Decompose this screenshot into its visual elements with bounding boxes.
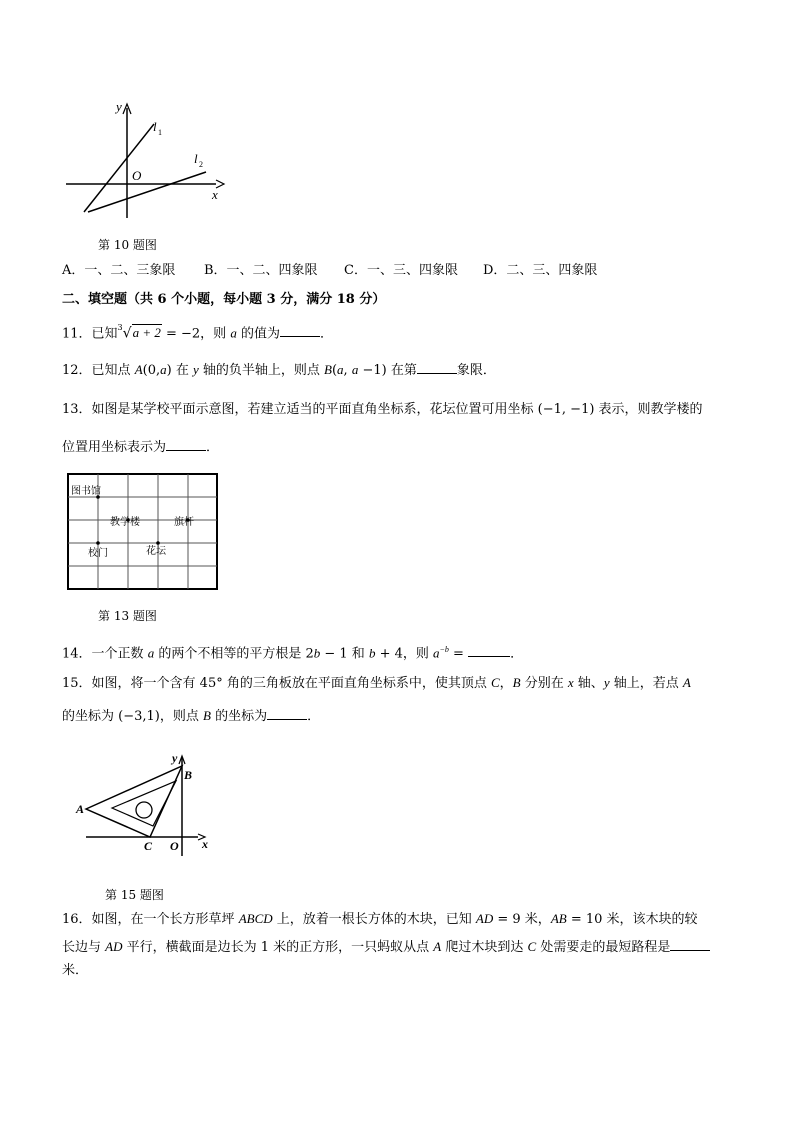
question-14: 14．一个正数 a 的两个不相等的平方根是 2b − 1 和 b + 4，则 $a^{-b}$ = ． bbox=[62, 645, 524, 662]
x-label: x bbox=[202, 837, 208, 851]
question-13-line2: 位置用坐标表示为 ． bbox=[62, 437, 219, 457]
label-library: 图书馆 bbox=[71, 486, 101, 497]
question-16-line3: 米． bbox=[62, 963, 89, 978]
point-c-label: C bbox=[144, 839, 153, 853]
fig15-caption: 第 15 题图 bbox=[105, 888, 164, 902]
l1-subscript: 1 bbox=[158, 128, 162, 137]
answer-blank bbox=[468, 643, 510, 657]
section-heading: 二、填空题（共 6 个小题，每小题 3 分，满分 18 分） bbox=[62, 292, 386, 307]
option-c: C．一、三、四象限 bbox=[344, 263, 458, 278]
question-13-line1: 13．如图是某学校平面示意图，若建立适当的平面直角坐标系，花坛位置可用坐标 (−1, −1) 表示，则教学楼的 bbox=[62, 402, 703, 417]
question-12: 12．已知点 A(0,a) 在 y 轴的负半轴上，则点 B(a, a −1) 在第 象限． bbox=[62, 362, 496, 378]
x-label: x bbox=[212, 187, 218, 202]
point-b-label: B bbox=[184, 768, 193, 782]
option-d: D．二、三、四象限 bbox=[483, 263, 598, 278]
y-label: y bbox=[116, 99, 122, 114]
l1-label: l bbox=[153, 119, 157, 134]
triangle-hole bbox=[136, 802, 152, 818]
option-a: A．一、二、三象限 bbox=[62, 263, 176, 278]
figure-15 bbox=[72, 748, 222, 858]
point-a-label: A bbox=[76, 802, 85, 816]
fig13-caption: 第 13 题图 bbox=[98, 609, 157, 623]
question-11: 11．已知$^3$√a + 2 = −2，则 a 的值为 ． bbox=[62, 323, 333, 342]
label-gate: 校门 bbox=[88, 548, 108, 559]
answer-blank bbox=[670, 937, 710, 951]
y-label: y bbox=[172, 751, 178, 765]
answer-blank bbox=[280, 323, 320, 337]
triangle-inner bbox=[112, 781, 176, 826]
question-16-line1: 16．如图，在一个长方形草坪 ABCD 上，放着一根长方体的木块，已知 AD = 9 米，AB = 10 米，该木块的较 bbox=[62, 911, 698, 927]
triangle-outer bbox=[86, 766, 182, 837]
label-flowerbed: 花坛 bbox=[146, 546, 166, 557]
line-l2 bbox=[88, 172, 206, 212]
question-16-line2: 长边与 AD 平行，横截面是边长为 1 米的正方形，一只蚂蚁从点 A 爬过木块到达 C 处需要走的最短路程是 bbox=[62, 937, 710, 957]
origin-label: O bbox=[132, 168, 142, 183]
question-15-line2: 的坐标为 (−3,1)，则点 B 的坐标为 ． bbox=[62, 708, 321, 724]
l2-subscript: 2 bbox=[199, 160, 203, 169]
answer-blank bbox=[417, 360, 457, 374]
line-l1 bbox=[84, 124, 154, 212]
fig10-caption: 第 10 题图 bbox=[98, 238, 157, 252]
origin-label: O bbox=[170, 839, 179, 853]
answer-blank bbox=[267, 706, 307, 720]
label-flagpole: 旗杆 bbox=[174, 517, 194, 528]
option-b: B．一、二、四象限 bbox=[204, 263, 318, 278]
l2-label: l bbox=[194, 151, 198, 166]
question-15-line1: 15．如图，将一个含有 45° 角的三角板放在平面直角坐标系中，使其顶点 C，B 分别在 x 轴、y 轴上，若点 A bbox=[62, 675, 691, 691]
figure-13-grid bbox=[66, 472, 220, 592]
answer-blank bbox=[166, 437, 206, 451]
figure-10 bbox=[66, 96, 236, 221]
label-teaching-building: 教学楼 bbox=[110, 517, 140, 528]
